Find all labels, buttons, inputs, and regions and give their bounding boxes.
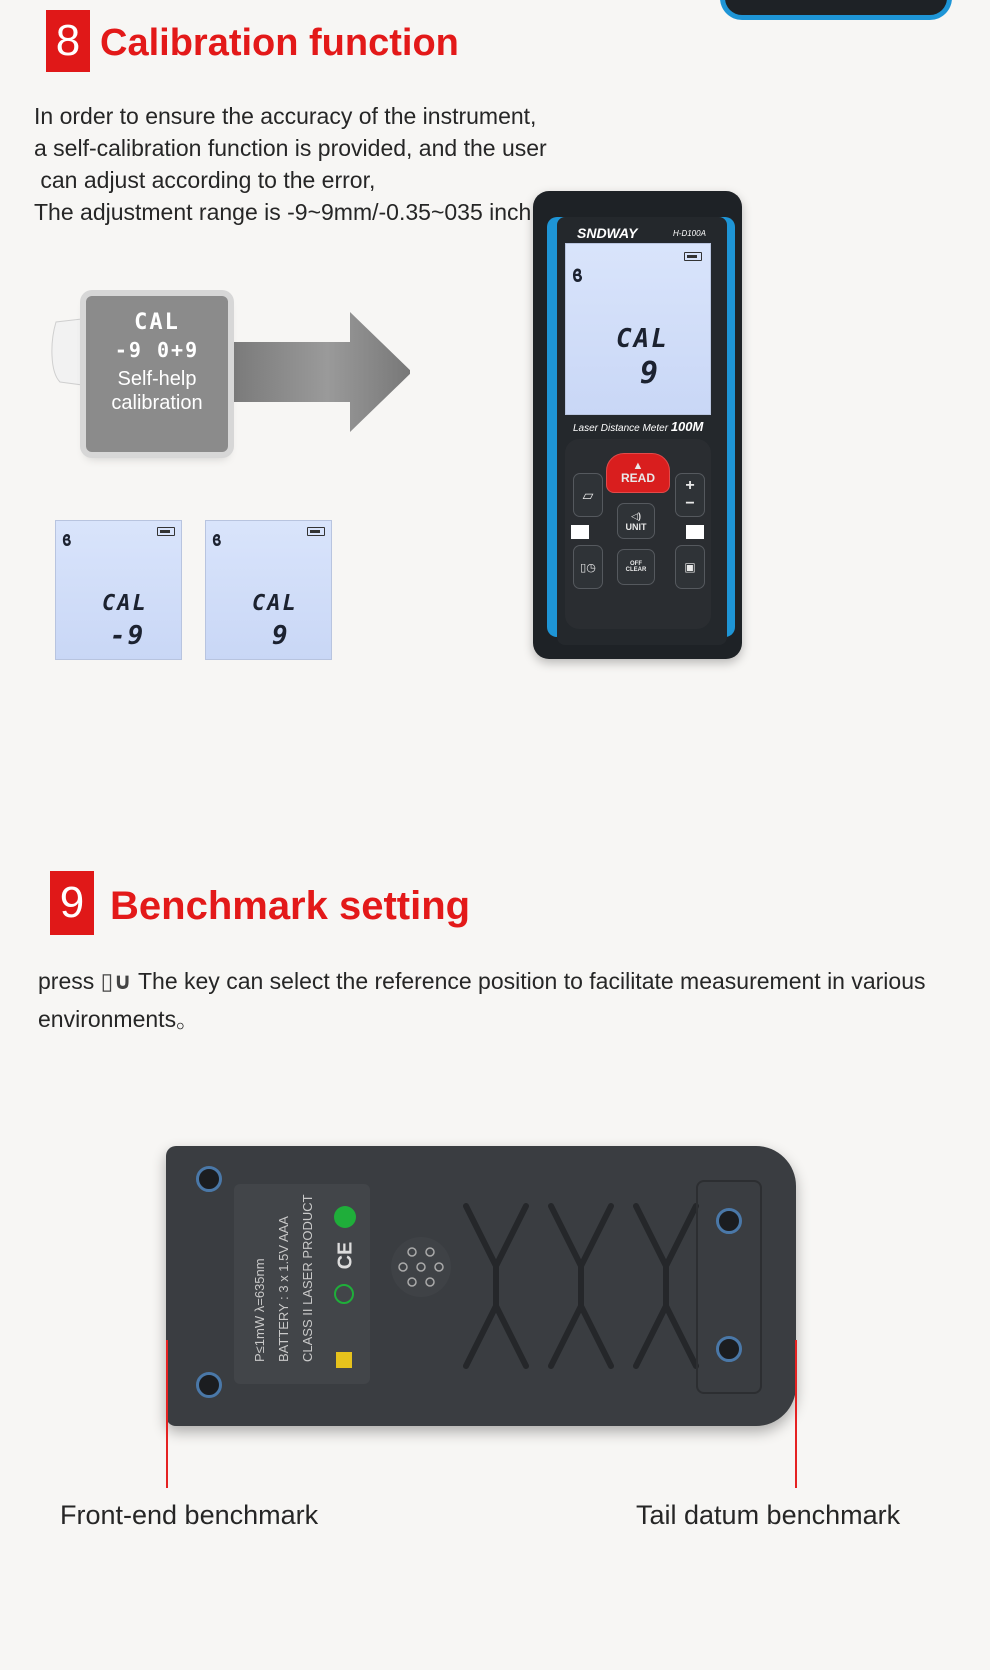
spec-line: CLASS II LASER PRODUCT: [300, 1194, 315, 1362]
arrow-shape: [200, 312, 410, 432]
calibration-description: [34, 100, 547, 228]
section-title: Benchmark setting: [110, 884, 471, 928]
read-button[interactable]: [606, 453, 670, 493]
lcd-mode-glyph: ϐ: [62, 531, 74, 550]
benchmark-timer-button[interactable]: [573, 545, 603, 589]
page-curl: [52, 318, 90, 386]
device-screen-cal: CAL: [616, 324, 669, 354]
badge-label-1: Self-help: [117, 368, 197, 390]
lcd-cal-value: 9: [272, 621, 290, 651]
paragraph-line: In order to ensure the accuracy of the instrument,: [34, 103, 537, 129]
badge-cal-text: CAL: [134, 310, 180, 335]
sound-icon: ◁): [631, 510, 641, 521]
section-title: Calibration function: [100, 22, 459, 64]
laser-meter-back-view: [166, 1146, 796, 1426]
device-model: H-D100A: [673, 229, 706, 238]
battery-icon: [684, 252, 702, 261]
laser-distance-meter-front: [533, 191, 742, 659]
lcd-panel-plus: [205, 520, 332, 660]
tail-ridge: [696, 1180, 762, 1394]
badge-range-text: -9 0+9: [114, 338, 200, 362]
lcd-cal-value: -9: [110, 621, 146, 651]
screw: [196, 1372, 222, 1398]
off-clear-button[interactable]: [617, 549, 655, 585]
rohs-icon: [334, 1206, 356, 1228]
tail-benchmark-caption: Tail datum benchmark: [636, 1500, 901, 1530]
lcd-panel-minus: [55, 520, 182, 660]
side-white-marker: [571, 525, 589, 539]
device-brand: SNDWAY: [577, 225, 638, 241]
unit-button[interactable]: [617, 503, 655, 539]
device-screen: [565, 243, 711, 415]
lcd-mode-glyph: ϐ: [212, 531, 224, 550]
paragraph-rest: The key can select the reference position to facilitate measurement in various: [137, 968, 926, 994]
section-number: 9: [50, 871, 94, 935]
laser-warning-icon: [336, 1352, 352, 1368]
recycle-icon: [334, 1284, 354, 1304]
paragraph-line: a self-calibration function is provided, and the user: [34, 135, 547, 161]
battery-icon: [157, 527, 175, 536]
spec-label-plate: [234, 1184, 370, 1384]
device-edge-fragment: [720, 0, 952, 20]
benchmark-key-icon: ▯: [100, 968, 114, 994]
press-text: press: [38, 968, 95, 994]
tail-benchmark-marker: [795, 1340, 797, 1488]
front-benchmark-caption: Front-end benchmark: [60, 1500, 319, 1530]
grip-pattern: [456, 1186, 706, 1386]
speaker-grille-icon: [388, 1234, 454, 1300]
lcd-cal-label: CAL: [252, 591, 298, 616]
device-footer-range: 100M: [670, 419, 704, 434]
unit-button-label: UNIT: [625, 521, 647, 532]
paragraph-line: The adjustment range is -9~9mm/-0.35~035 inch: [34, 199, 532, 225]
badge-label-2: calibration: [111, 392, 203, 414]
benchmark-description: [38, 962, 926, 1038]
minus-label: −: [685, 495, 695, 512]
plus-minus-button[interactable]: [675, 473, 705, 517]
spec-line: BATTERY : 3 x 1.5V AAA: [276, 1216, 291, 1362]
read-button-label: READ: [620, 471, 655, 485]
screw: [196, 1166, 222, 1192]
paragraph-line: [38, 962, 926, 1000]
save-button[interactable]: [675, 545, 705, 589]
spec-line: P≤1mW λ=635nm: [252, 1258, 267, 1362]
device-screen-value: 9: [640, 356, 661, 391]
lcd-cal-label: CAL: [102, 591, 148, 616]
front-benchmark-marker: [166, 1340, 168, 1488]
area-mode-button[interactable]: [573, 473, 603, 517]
section-number: 8: [46, 10, 90, 72]
device-footer: [573, 419, 703, 434]
paragraph-line: environments。: [38, 1006, 200, 1032]
lcd-mode-glyph: ϐ: [572, 266, 585, 287]
area-icon: ▱: [582, 486, 594, 503]
up-triangle-icon: ▲: [632, 460, 644, 472]
plus-label: +: [685, 477, 695, 494]
self-help-calibration-badge: [86, 296, 228, 452]
side-white-marker: [686, 525, 704, 539]
device-footer-text: Laser Distance Meter: [573, 423, 669, 434]
benchmark-icon: ▯◷: [580, 561, 596, 574]
benchmark-key-icon-tail: ∪: [113, 968, 132, 994]
off-label: OFF: [630, 561, 642, 567]
paragraph-line: can adjust according to the error,: [34, 167, 376, 193]
floppy-disk-icon: ▣: [684, 560, 696, 574]
ce-mark: CE: [334, 1241, 357, 1270]
battery-icon: [307, 527, 325, 536]
clear-label: CLEAR: [625, 567, 647, 573]
